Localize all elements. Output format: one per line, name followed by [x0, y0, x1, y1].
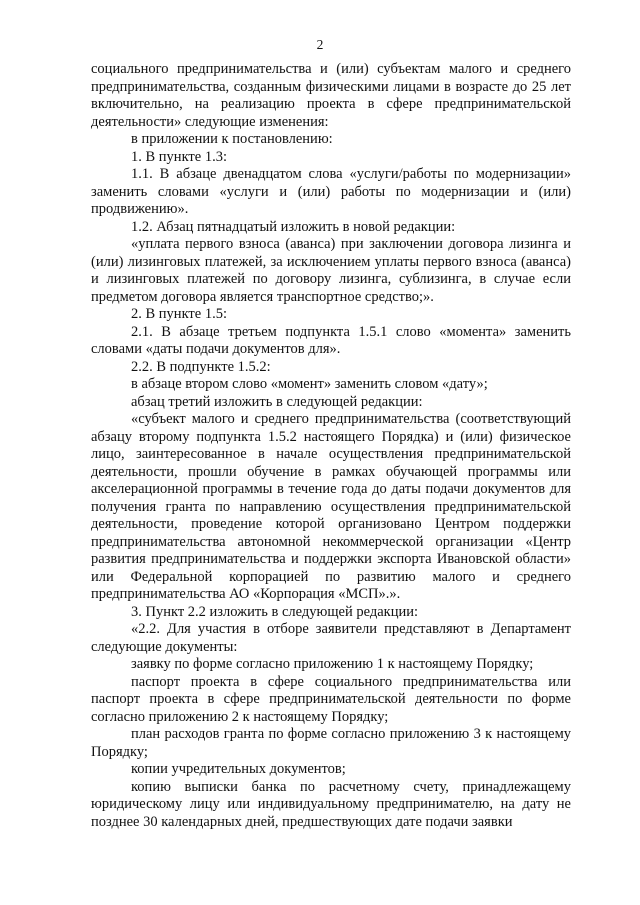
paragraph: 1.1. В абзаце двенадцатом слова «услуги/работы по модернизации» заменить словами «услуги и (или) работы по модернизации и (или) продвижению». — [91, 166, 571, 217]
paragraph: 3. Пункт 2.2 изложить в следующей редакции: — [131, 603, 419, 620]
paragraph: план расходов гранта по форме согласно приложению 3 к настоящему Порядку; — [91, 726, 571, 760]
paragraph: копию выписки банка по расчетному счету, принадлежащему юридическому лицу или индивидуальному предпринимателю, на дату не позднее 30 календарных дней, предшествующих дате подачи заявки — [91, 778, 571, 830]
paragraph: 1. В пункте 1.3: — [131, 148, 227, 165]
paragraph: социального предпринимательства и (или) субъектам малого и среднего предпринимательства, созданным физическими лицами в возрасте до 25 лет включительно, на реализацию проекта в сфере предпринимательской деятельности» следующие изменения: — [91, 61, 571, 130]
paragraph: 2.2. В подпункте 1.5.2: — [131, 358, 271, 375]
paragraph: «уплата первого взноса (аванса) при заключении договора лизинга и (или) лизинговых платежей, за исключением уплаты первого взноса (аванса) и лизинговых платежей по договору лизинга, сублизинга, в случае если предметом договора является транспортное средство;». — [91, 236, 571, 305]
paragraph: 2.1. В абзаце третьем подпункта 1.5.1 слово «момента» заменить словами «даты подачи документов для». — [91, 323, 571, 357]
paragraph: в приложении к постановлению: — [131, 131, 333, 147]
paragraph: копии учредительных документов; — [131, 761, 346, 777]
paragraph: 2. В пункте 1.5: — [131, 306, 227, 322]
paragraph: «субъект малого и среднего предпринимательства (соответствующий абзацу второму подпункта 1.5.2 настоящего Порядка) и (или) физическое лицо, заинтересованное в начале осуществления предпринимательской деятельности, прошли обучение в рамках обучающей программы или акселерационной программы в течение года до даты подачи документов для получения гранта по направлению осуществления предпринимательской деятельности, проведение которой организовано Центром поддержки предпринимательства автономной некоммерческой организации «Центр развития предпринимательства и поддержки экспорта Ивановской области» или Федеральной корпорацией по развитию малого и среднего предпринимательства АО «Корпорация «МСП».». — [91, 411, 571, 602]
page-number: 2 — [316, 37, 324, 52]
paragraph: абзац третий изложить в следующей редакции: — [131, 393, 423, 410]
paragraph: в абзаце втором слово «момент» заменить словом «дату»; — [131, 376, 488, 392]
paragraph: заявку по форме согласно приложению 1 к настоящему Порядку; — [131, 656, 534, 672]
document-body — [91, 61, 571, 831]
paragraph: паспорт проекта в сфере социального предпринимательства или паспорт проекта в сфере предпринимательской деятельности по форме согласно приложению 2 к настоящему Порядку; — [91, 673, 571, 725]
paragraph: 1.2. Абзац пятнадцатый изложить в новой редакции: — [131, 218, 456, 235]
paragraph: «2.2. Для участия в отборе заявители представляют в Департамент следующие документы: — [91, 621, 571, 655]
